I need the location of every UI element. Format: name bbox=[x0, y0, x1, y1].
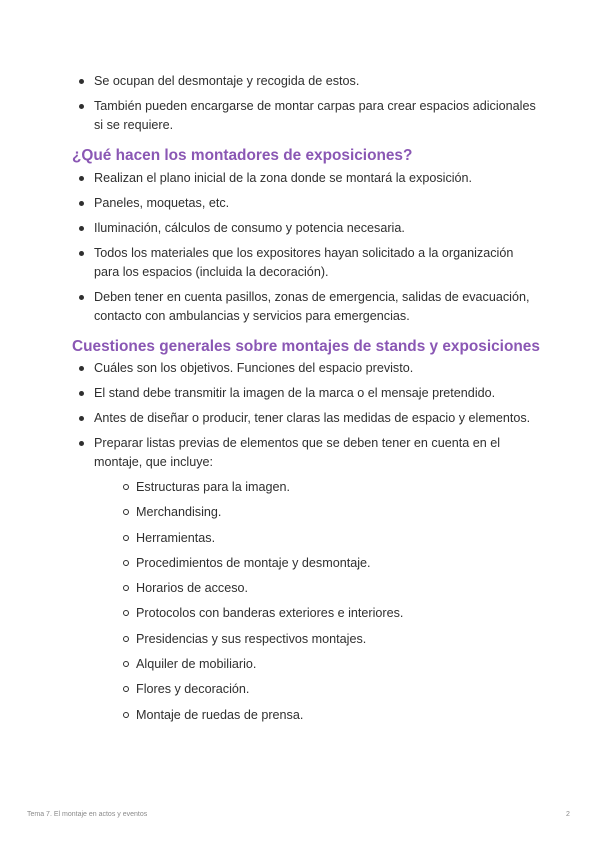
list-item bbox=[72, 384, 542, 403]
list-item bbox=[72, 194, 542, 213]
circle-bullet-icon bbox=[123, 661, 129, 667]
bullet-icon bbox=[79, 251, 84, 256]
list-item-text: Preparar listas previas de elementos que se deben tener en cuenta en el montaje, que incluye: bbox=[94, 436, 501, 469]
bullet-icon bbox=[79, 226, 84, 231]
sub-list-item bbox=[94, 630, 542, 649]
bullet-icon bbox=[79, 391, 84, 396]
bullet-icon bbox=[79, 441, 84, 446]
list-item-text: También pueden encargarse de montar carpas para crear espacios adicionales si se requiere. bbox=[94, 99, 536, 132]
section-heading-cuestiones: Cuestiones generales sobre montajes de stands y exposiciones bbox=[72, 337, 540, 355]
sub-list-item-text: Horarios de acceso. bbox=[136, 581, 248, 596]
circle-bullet-icon bbox=[123, 535, 129, 541]
circle-bullet-icon bbox=[123, 560, 129, 566]
sub-list-item bbox=[94, 579, 542, 598]
list-item-text: Paneles, moquetas, etc. bbox=[94, 195, 230, 210]
circle-bullet-icon bbox=[123, 509, 129, 515]
circle-bullet-icon bbox=[123, 585, 129, 591]
circle-bullet-icon bbox=[123, 686, 129, 692]
page-number: 2 bbox=[566, 811, 570, 818]
bullet-icon bbox=[79, 366, 84, 371]
list-item-text: Deben tener en cuenta pasillos, zonas de emergencia, salidas de evacuación, contacto con ambulancias y servicios para emergencias. bbox=[94, 289, 530, 323]
sub-list-item bbox=[94, 655, 542, 674]
circle-bullet-icon bbox=[123, 610, 129, 616]
sub-list-item bbox=[94, 554, 542, 573]
page-content bbox=[72, 72, 542, 731]
sub-list-item bbox=[94, 503, 542, 522]
sub-list-item bbox=[94, 529, 542, 548]
list-item-text: Cuáles son los objetivos. Funciones del espacio previsto. bbox=[94, 361, 414, 375]
sub-list-item-text: Protocolos con banderas exteriores e interiores. bbox=[136, 606, 404, 621]
sub-list-item-text: Merchandising. bbox=[136, 505, 222, 520]
sub-list-item-text: Herramientas. bbox=[136, 530, 216, 545]
bullet-list-cuestiones bbox=[72, 359, 542, 725]
list-item bbox=[72, 169, 542, 188]
bullet-icon bbox=[79, 295, 84, 300]
list-item bbox=[72, 434, 542, 725]
sub-list-item bbox=[94, 604, 542, 623]
sub-list-item-text: Alquiler de mobiliario. bbox=[136, 657, 257, 672]
sub-list-item-text: Montaje de ruedas de prensa. bbox=[136, 707, 304, 722]
section-heading-montadores: ¿Qué hacen los montadores de exposiciones? bbox=[72, 147, 413, 164]
list-item-text: Todos los materiales que los expositores hayan solicitado a la organización para los espacios (incluida la decoración). bbox=[94, 245, 514, 279]
sub-list-item bbox=[94, 706, 542, 725]
list-item bbox=[72, 244, 542, 282]
list-item bbox=[72, 288, 542, 326]
sub-list-item bbox=[94, 680, 542, 699]
sub-list-item-text: Flores y decoración. bbox=[136, 682, 250, 697]
circle-bullet-icon bbox=[123, 712, 129, 718]
sub-list-item-text: Estructuras para la imagen. bbox=[136, 480, 290, 494]
bullet-icon bbox=[79, 104, 84, 109]
bullet-icon bbox=[79, 176, 84, 181]
bullet-icon bbox=[79, 416, 84, 421]
circle-bullet-icon bbox=[123, 636, 129, 642]
list-item-text: Se ocupan del desmontaje y recogida de estos. bbox=[94, 74, 360, 88]
list-item-text: Iluminación, cálculos de consumo y potencia necesaria. bbox=[94, 220, 405, 235]
list-item bbox=[72, 72, 542, 91]
list-item bbox=[72, 219, 542, 238]
sub-list-item-text: Presidencias y sus respectivos montajes. bbox=[136, 631, 367, 646]
list-item-text: Realizan el plano inicial de la zona donde se montará la exposición. bbox=[94, 170, 473, 185]
bullet-icon bbox=[79, 201, 84, 206]
sub-list-item bbox=[94, 478, 542, 497]
sub-bullet-list bbox=[94, 478, 542, 725]
list-item bbox=[72, 359, 542, 378]
circle-bullet-icon bbox=[123, 484, 129, 490]
list-item bbox=[72, 97, 542, 135]
list-item-text: Antes de diseñar o producir, tener claras las medidas de espacio y elementos. bbox=[94, 411, 531, 425]
bullet-list-montadores bbox=[72, 169, 542, 326]
list-item bbox=[72, 409, 542, 428]
footer-title: Tema 7. El montaje en actos y eventos bbox=[27, 811, 148, 818]
bullet-list-top bbox=[72, 72, 542, 135]
list-item-text: El stand debe transmitir la imagen de la marca o el mensaje pretendido. bbox=[94, 386, 496, 400]
sub-list-item-text: Procedimientos de montaje y desmontaje. bbox=[136, 555, 371, 570]
bullet-icon bbox=[79, 79, 84, 84]
